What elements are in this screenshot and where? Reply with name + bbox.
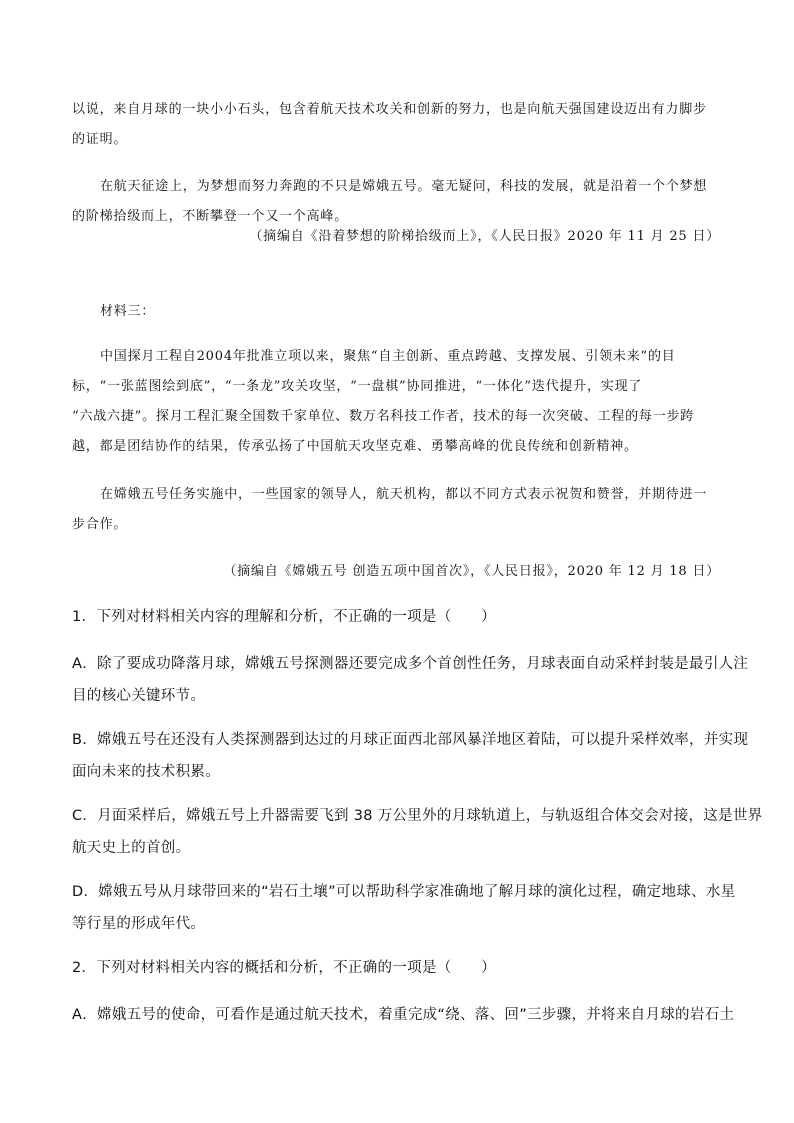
- text-line: 步合作。: [72, 517, 128, 532]
- text-line: A．嫦娥五号的使命，可看作是通过航天技术，着重完成“绕、落、回”三步骤，并将来自月球的岩石土: [72, 1007, 735, 1023]
- question1-option-c[interactable]: [72, 800, 763, 864]
- material2-paragraph-1: [72, 95, 722, 155]
- text-line: 的阶梯拾级而上，不断攀登一个又一个高峰。: [72, 209, 349, 224]
- question2-stem: 2．下列对材料相关内容的概括和分析，不正确的一项是（ ）: [72, 960, 496, 976]
- question1-option-b[interactable]: [72, 724, 749, 788]
- material3-heading: 材料三：: [100, 304, 156, 319]
- text-line: 目的核心关键环节。: [72, 688, 206, 704]
- text-line: 航天史上的首创。: [72, 840, 191, 856]
- question1-option-a[interactable]: [72, 648, 749, 712]
- text-line: 在航天征途上，为梦想而努力奔跑的不只是嫦娥五号。毫无疑问，科技的发展，就是沿着一个个梦想: [100, 179, 708, 194]
- text-line: C．月面采样后，嫦娥五号上升器需要飞到 38 万公里外的月球轨道上，与轨返组合体交会对接，这是世界: [72, 808, 763, 824]
- text-line: 标，“一张蓝图绘到底”，“一条龙”攻关攻坚，“一盘棋”协同推进，“一体化”迭代提升，实现了: [72, 379, 643, 394]
- text-line: 以说，来自月球的一块小小石头，包含着航天技术攻关和创新的努力，也是向航天强国建设迈出有力脚步: [72, 102, 707, 117]
- text-line: 中国探月工程自2004年批准立项以来，聚焦“自主创新、重点跨越、支撑发展、引领未来”的目: [100, 349, 676, 364]
- material3-source: （摘编自《嫦娥五号 创造五项中国首次》，《人民日报》，2020 年 12 月 18 日）: [223, 564, 720, 579]
- text-line: 等行星的形成年代。: [72, 916, 206, 932]
- text-line: 在嫦娥五号任务实施中，一些国家的领导人，航天机构，都以不同方式表示祝贺和赞誉，并期待进一: [100, 487, 708, 502]
- material3-paragraph-2: [72, 480, 722, 540]
- material2-source: （摘编自《沿着梦想的阶梯拾级而上》，《人民日报》2020 年 11 月 25 日）: [249, 229, 720, 244]
- question1-option-d[interactable]: [72, 876, 736, 940]
- text-line: 越，都是团结协作的结果，传承弘扬了中国航天攻坚克难、勇攀高峰的优良传统和创新精神。: [72, 439, 638, 454]
- text-line: D．嫦娥五号从月球带回来的“岩石土壤”可以帮助科学家准确地了解月球的演化过程，确定地球、水星: [72, 884, 736, 900]
- question1-stem: 1．下列对材料相关内容的理解和分析，不正确的一项是（ ）: [72, 609, 496, 625]
- text-line: “六战六捷”。探月工程汇聚全国数千家单位、数万名科技工作者，技术的每一次突破、工程的每一步跨: [72, 409, 695, 424]
- text-line: A．除了要成功降落月球，嫦娥五号探测器还要完成多个首创性任务，月球表面自动采样封装是最引人注: [72, 656, 749, 672]
- text-line: B．嫦娥五号在还没有人类探测器到达过的月球正面西北部风暴洋地区着陆，可以提升采样效率，并实现: [72, 732, 749, 748]
- text-line: 面向未来的技术积累。: [72, 764, 220, 780]
- material3-paragraph-1: [72, 342, 722, 462]
- text-line: 的证明。: [72, 132, 128, 147]
- question2-option-a[interactable]: [72, 999, 735, 1031]
